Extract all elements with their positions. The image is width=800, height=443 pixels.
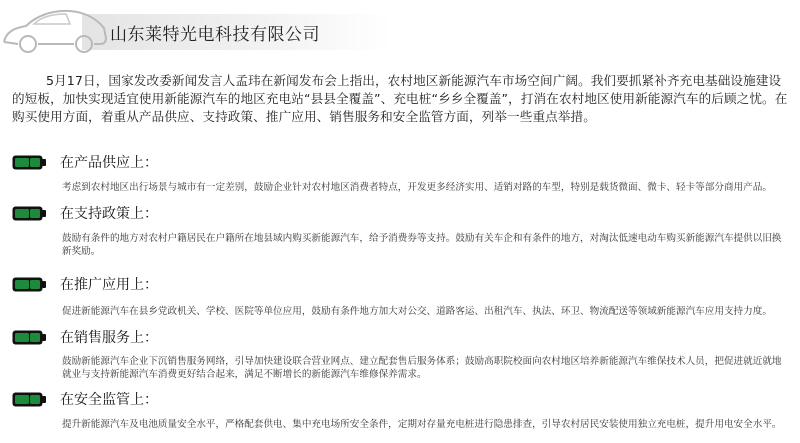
section-title: 在推广应用上：	[60, 277, 158, 293]
section-title: 在产品供应上：	[60, 155, 158, 171]
battery-icon	[12, 155, 46, 170]
page-header	[0, 0, 800, 62]
section-body: 提升新能源汽车及电池质量安全水平，严格配套供电、集中充电场所安全条件，定期对存量充电桩进行隐患排查，引导农村居民安装使用独立充电桩，提升用电安全水平。	[62, 419, 782, 430]
section-body: 考虑到农村地区出行场景与城市有一定差别，鼓励企业针对农村地区消费者特点，开发更多经济实用、适销对路的车型，特别是载货微面、微卡、轻卡等部分商用产品。	[62, 182, 772, 193]
battery-icon	[12, 330, 46, 345]
intro-paragraph: 5月17日，国家发改委新闻发言人孟玮在新闻发布会上指出，农村地区新能源汽车市场空间广阔。我们要抓紧补齐充电基础设施建设的短板，加快实现适宜使用新能源汽车的地区充电站“县县全覆盖”、充电桩“乡乡全覆盖”，打消在农村地区使用新能源汽车的后顾之忧。在购买使用方面，着重从产品供应、支持政策、推广应用、销售服务和安全监管方面，列举一些重点举措。	[12, 73, 788, 124]
company-name: 山东莱特光电科技有限公司	[110, 25, 320, 45]
battery-icon	[12, 392, 46, 407]
section-body: 促进新能源汽车在县乡党政机关、学校、医院等单位应用，鼓励有条件地方加大对公交、道路客运、出租汽车、执法、环卫、物流配送等领域新能源汽车应用支持力度。	[62, 306, 772, 317]
car-outline-icon	[0, 2, 110, 58]
section-body: 鼓励新能源汽车企业下沉销售服务网络，引导加快建设联合营业网点、建立配套售后服务体系；鼓励高职院校面向农村地区培养新能源汽车维保技术人员，把促进就近就地就业与支持新能源汽车消费更好结合起来，满足不断增长的新能源汽车维修保养需求。	[62, 356, 782, 380]
battery-icon	[12, 277, 46, 292]
section-title: 在支持政策上：	[60, 206, 158, 222]
battery-icon	[12, 206, 46, 221]
section-body: 鼓励有条件的地方对农村户籍居民在户籍所在地县域内购买新能源汽车，给予消费券等支持。鼓励有关车企和有条件的地方，对淘汰低速电动车购买新能源汽车提供以旧换新奖励。	[62, 233, 782, 257]
section-title: 在销售服务上：	[60, 330, 158, 346]
section-title: 在安全监管上：	[60, 392, 158, 408]
